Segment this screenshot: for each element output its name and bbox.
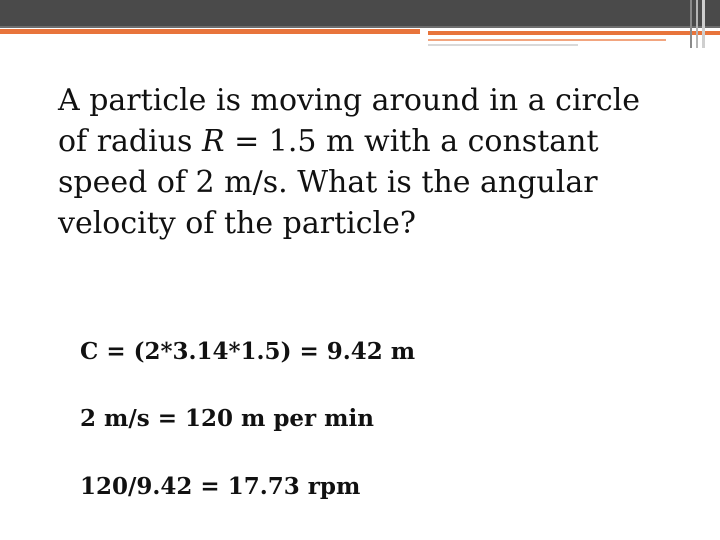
question-line-4: velocity of the particle? (58, 206, 416, 241)
corner-decoration (684, 0, 720, 48)
accent-stripe-right (428, 31, 720, 35)
question-line-2-end: = 1.5 m with a constant (224, 124, 599, 159)
question-line-1: A particle is moving around in a circle (58, 83, 641, 118)
question-line-3: speed of 2 m/s. What is the angular (58, 165, 598, 200)
speed-conversion-step: 2 m/s = 120 m per min (80, 405, 374, 432)
question-text (58, 80, 698, 244)
accent-underline-faint (428, 44, 578, 46)
circumference-step: C = (2*3.14*1.5) = 9.42 m (80, 338, 416, 365)
slide-header-bar (0, 0, 720, 26)
radius-variable: R (201, 124, 225, 159)
question-line-2-start: of radius (58, 124, 202, 159)
header-bar-edge (0, 26, 720, 28)
accent-stripe (0, 29, 420, 34)
rpm-result-step: 120/9.42 = 17.73 rpm (80, 473, 361, 500)
accent-underline (428, 39, 666, 41)
